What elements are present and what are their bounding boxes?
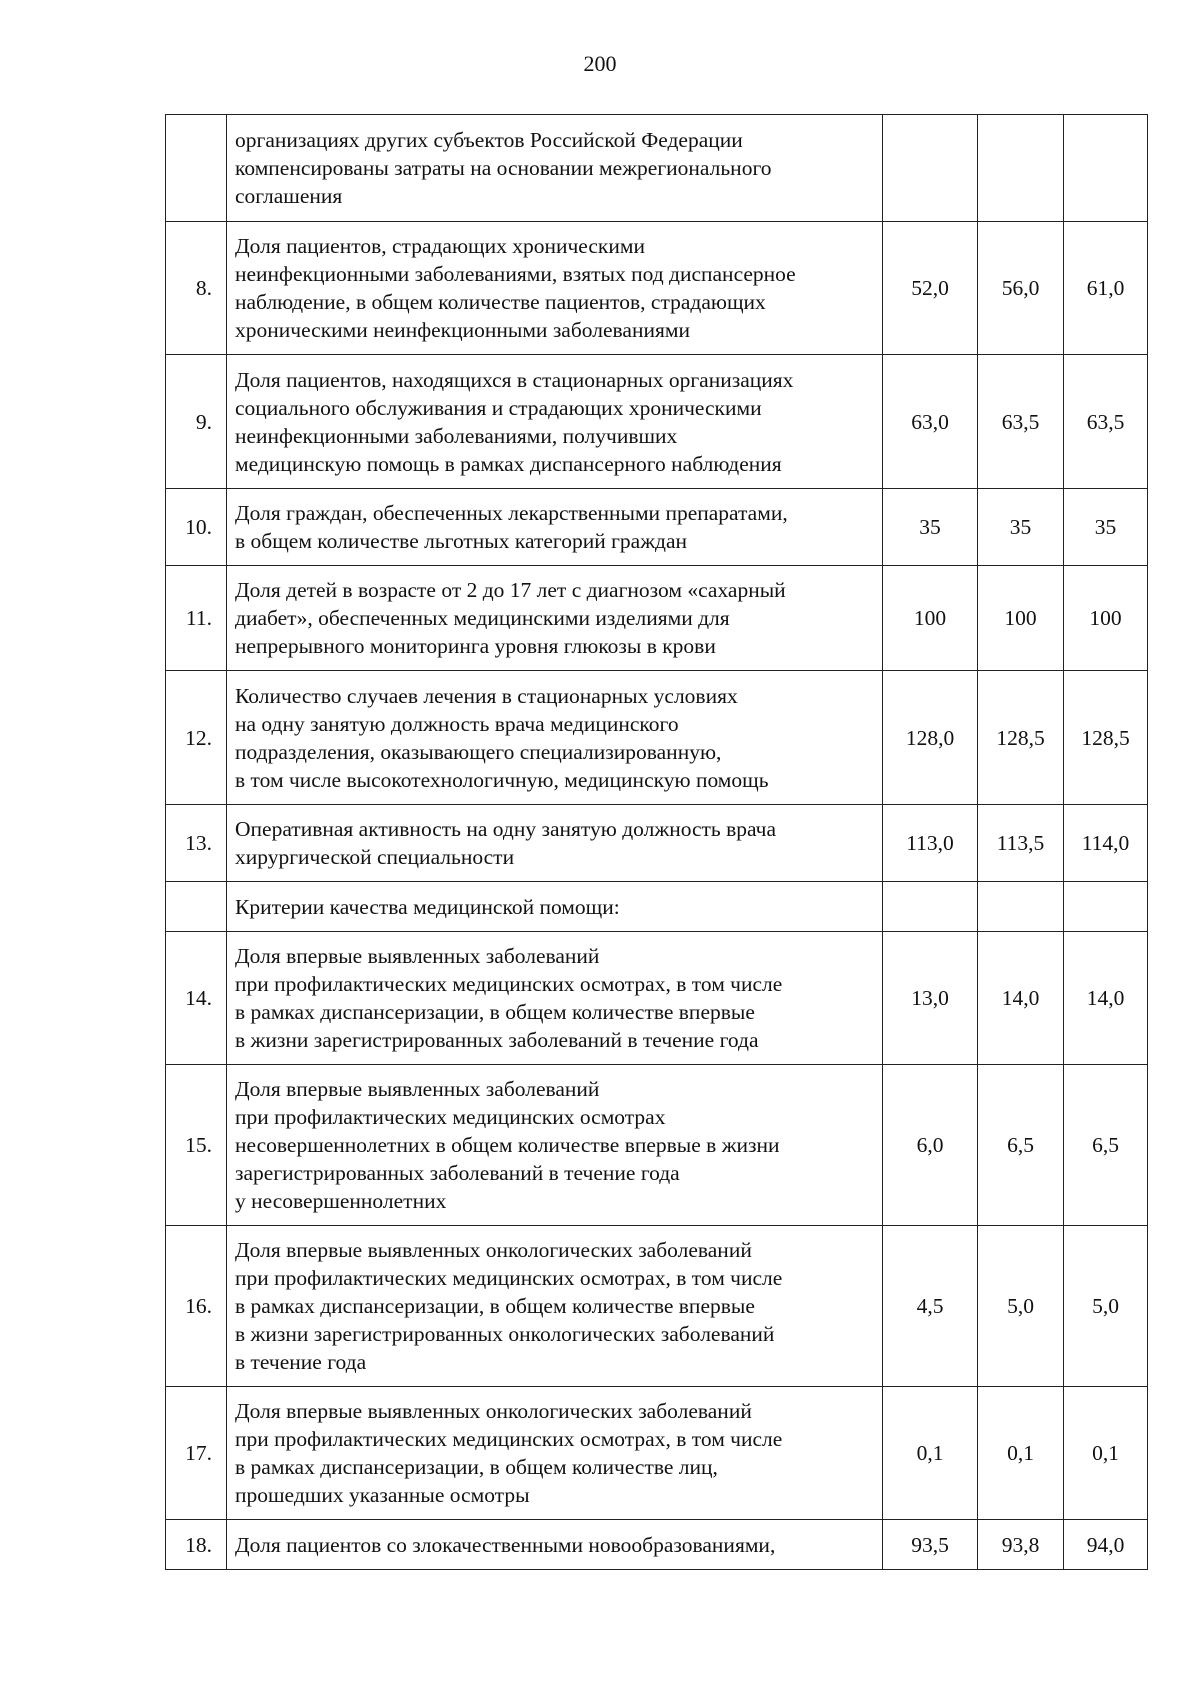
value-cell-3: 94,0 — [1064, 1520, 1148, 1570]
row-number: 9. — [166, 355, 227, 489]
table-row — [166, 1520, 1148, 1570]
row-number: 12. — [166, 671, 227, 805]
value-cell-1 — [883, 882, 978, 932]
row-description: Доля детей в возрасте от 2 до 17 лет с диагнозом «сахарный диабет», обеспеченных медицинскими изделиями для непрерывного мониторинга уровня глюкозы в крови — [235, 578, 786, 658]
row-number — [166, 882, 227, 932]
value-cell-3 — [1064, 882, 1148, 932]
section-heading: Критерии качества медицинской помощи: — [235, 894, 620, 919]
row-number: 16. — [166, 1226, 227, 1387]
value-cell-1: 0,1 — [883, 1387, 978, 1520]
value-cell-2: 0,1 — [978, 1387, 1064, 1520]
value-cell-2: 14,0 — [978, 932, 1064, 1065]
criteria-table — [165, 114, 1148, 1570]
value-cell-1 — [883, 115, 978, 222]
row-description: Доля граждан, обеспеченных лекарственными препаратами, в общем количестве льготных категорий граждан — [235, 501, 788, 553]
page-number: 200 — [583, 51, 617, 76]
table-row — [166, 489, 1148, 566]
value-cell-1: 6,0 — [883, 1065, 978, 1226]
value-cell-2: 113,5 — [978, 805, 1064, 882]
row-number: 8. — [166, 222, 227, 355]
row-description: Оперативная активность на одну занятую должность врача хирургической специальности — [235, 817, 777, 869]
value-cell-3: 6,5 — [1064, 1065, 1148, 1226]
row-number: 14. — [166, 932, 227, 1065]
value-cell-2: 35 — [978, 489, 1064, 566]
value-cell-2: 93,8 — [978, 1520, 1064, 1570]
value-cell-3: 5,0 — [1064, 1226, 1148, 1387]
value-cell-2 — [978, 115, 1064, 222]
value-cell-3: 61,0 — [1064, 222, 1148, 355]
value-cell-2 — [978, 882, 1064, 932]
value-cell-3 — [1064, 115, 1148, 222]
row-description: Доля впервые выявленных онкологических заболеваний при профилактических медицинских осмотрах, в том числе в рамках диспансеризации, в общем количестве впервые в жизни зарегистрированных онкологических заболеваний в течение года — [235, 1238, 783, 1374]
value-cell-1: 93,5 — [883, 1520, 978, 1570]
table-row — [166, 1065, 1148, 1226]
value-cell-2: 6,5 — [978, 1065, 1064, 1226]
value-cell-1: 13,0 — [883, 932, 978, 1065]
value-cell-1: 100 — [883, 566, 978, 671]
row-description: Доля пациентов со злокачественными новообразованиями, — [235, 1532, 776, 1557]
row-description: Доля впервые выявленных заболеваний при профилактических медицинских осмотрах, в том числе в рамках диспансеризации, в общем количестве впервые в жизни зарегистрированных заболеваний в течение года — [235, 944, 783, 1052]
value-cell-3: 35 — [1064, 489, 1148, 566]
value-cell-1: 52,0 — [883, 222, 978, 355]
section-header-row — [166, 882, 1148, 932]
table-row — [166, 355, 1148, 489]
value-cell-2: 128,5 — [978, 671, 1064, 805]
value-cell-3: 114,0 — [1064, 805, 1148, 882]
value-cell-2: 5,0 — [978, 1226, 1064, 1387]
value-cell-1: 63,0 — [883, 355, 978, 489]
table-row — [166, 671, 1148, 805]
table-row — [166, 1226, 1148, 1387]
value-cell-1: 128,0 — [883, 671, 978, 805]
row-number: 11. — [166, 566, 227, 671]
row-number — [166, 115, 227, 222]
row-description: Количество случаев лечения в стационарных условиях на одну занятую должность врача медицинского подразделения, оказывающего специализированную, в том числе высокотехнологичную, медицинскую помощь — [235, 683, 769, 792]
row-description: Доля пациентов, находящихся в стационарных организациях социального обслуживания и страдающих хроническими неинфекционными заболеваниями, получивших медицинскую помощь в рамках диспансерного наблюдения — [235, 367, 794, 476]
value-cell-3: 128,5 — [1064, 671, 1148, 805]
row-number: 10. — [166, 489, 227, 566]
row-number: 15. — [166, 1065, 227, 1226]
table-row — [166, 932, 1148, 1065]
row-description: Доля пациентов, страдающих хроническими неинфекционными заболеваниями, взятых под диспансерное наблюдение, в общем количестве пациентов, страдающих хроническими неинфекционными заболеваниями — [235, 234, 796, 342]
value-cell-1: 35 — [883, 489, 978, 566]
value-cell-3: 14,0 — [1064, 932, 1148, 1065]
value-cell-1: 113,0 — [883, 805, 978, 882]
row-description: Доля впервые выявленных онкологических заболеваний при профилактических медицинских осмотрах, в том числе в рамках диспансеризации, в общем количестве лиц, прошедших указанные осмотры — [235, 1399, 783, 1507]
table-row — [166, 805, 1148, 882]
table-row — [166, 1387, 1148, 1520]
table-row — [166, 222, 1148, 355]
value-cell-3: 100 — [1064, 566, 1148, 671]
row-number: 13. — [166, 805, 227, 882]
value-cell-3: 0,1 — [1064, 1387, 1148, 1520]
value-cell-1: 4,5 — [883, 1226, 978, 1387]
table-row — [166, 566, 1148, 671]
table-row — [166, 115, 1148, 222]
value-cell-2: 56,0 — [978, 222, 1064, 355]
row-description: Доля впервые выявленных заболеваний при профилактических медицинских осмотрах несовершеннолетних в общем количестве впервые в жизни зарегистрированных заболеваний в течение года у несовершеннолетних — [235, 1077, 780, 1213]
row-description: организациях других субъектов Российской Федерации компенсированы затраты на основании межрегионального соглашения — [235, 128, 772, 208]
row-number: 18. — [166, 1520, 227, 1570]
value-cell-2: 100 — [978, 566, 1064, 671]
value-cell-2: 63,5 — [978, 355, 1064, 489]
row-number: 17. — [166, 1387, 227, 1520]
value-cell-3: 63,5 — [1064, 355, 1148, 489]
